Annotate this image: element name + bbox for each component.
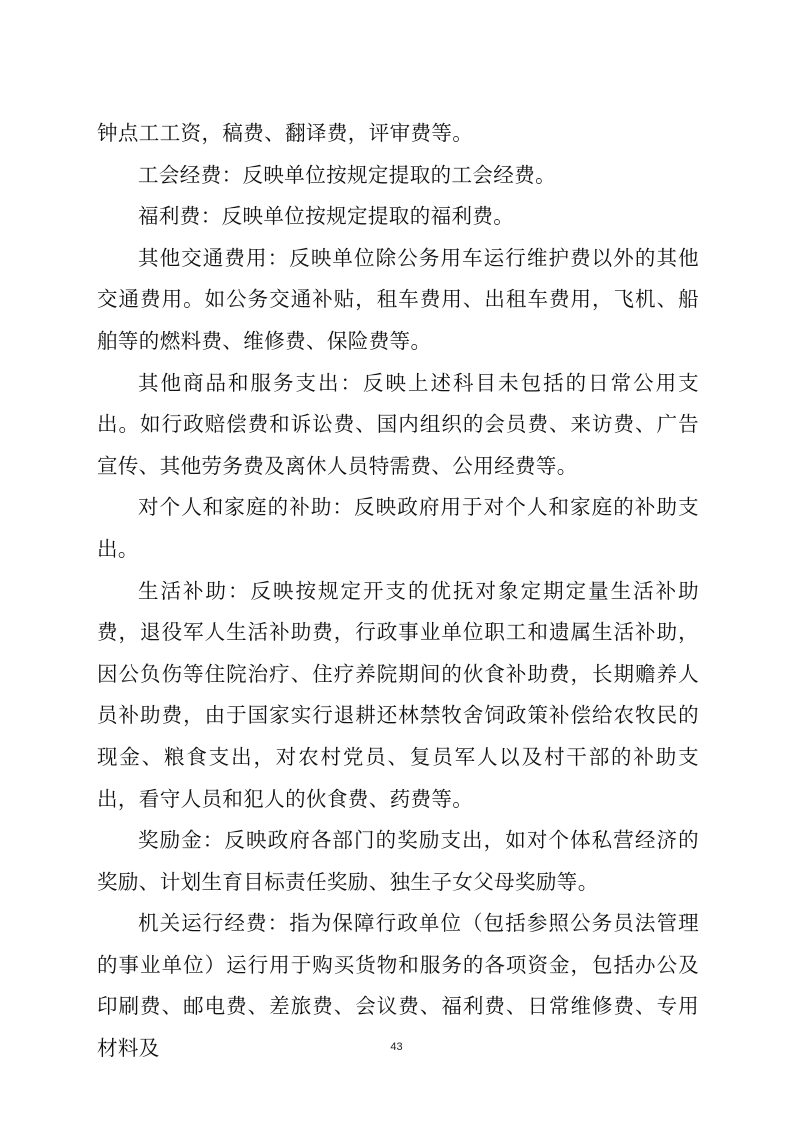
page-number: 43 [390,1041,403,1053]
paragraph-other-goods-services: 其他商品和服务支出：反映上述科目未包括的日常公用支出。如行政赔偿费和诉讼费、国内组织的会员费、来访费、广告宣传、其他劳务费及离休人员特需费、公用经费等。 [97,370,699,478]
paragraph-union-fees: 工会经费：反映单位按规定提取的工会经费。 [138,162,556,187]
paragraph-living-subsidy: 生活补助：反映按规定开支的优抚对象定期定量生活补助费，退役军人生活补助费，行政事业单位职工和遗属生活补助，因公负伤等住院治疗、住疗养院期间的伙食补助费，长期赡养人员补助费，由于国家实行退耕还林禁牧舍饲政策补偿给农牧民的现金、粮食支出，对农村党员、复员军人以及村干部的补助支出，看守人员和犯人的伙食费、药费等。 [97,578,699,811]
paragraph-operating-funds: 机关运行经费：指为保障行政单位（包括参照公务员法管理的事业单位）运行用于购买货物和服务的各项资金，包括办公及印刷费、邮电费、差旅费、会议费、福利费、日常维修费、专用材料及 [97,911,699,1061]
document-body [97,113,699,1070]
paragraph-subsidies-individuals: 对个人和家庭的补助：反映政府用于对个人和家庭的补助支出。 [97,495,699,561]
paragraph-other-transport: 其他交通费用：反映单位除公务用车运行维护费以外的其他交通费用。如公务交通补贴，租车费用、出租车费用，飞机、船舶等的燃料费、维修费、保险费等。 [97,245,699,353]
paragraph-rewards: 奖励金：反映政府各部门的奖励支出，如对个体私营经济的奖励、计划生育目标责任奖励、独生子女父母奖励等。 [97,828,699,894]
paragraph-welfare-fees: 福利费：反映单位按规定提取的福利费。 [138,204,515,229]
paragraph-continuation: 钟点工工资，稿费、翻译费，评审费等。 [97,121,474,145]
